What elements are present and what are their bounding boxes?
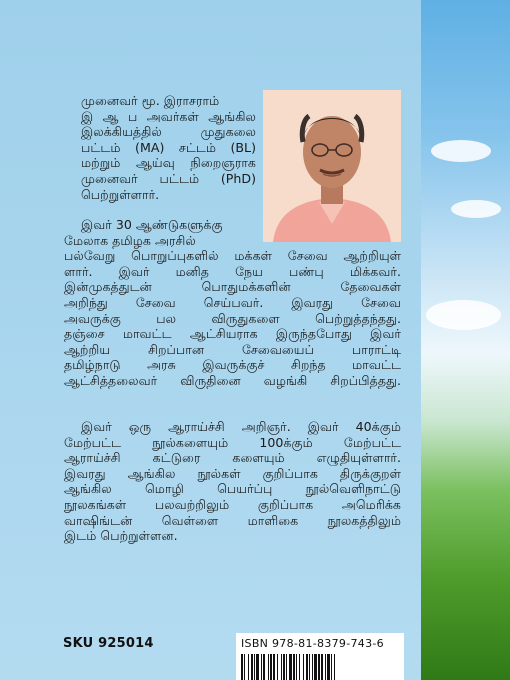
bio-line: இவர் 30 ஆண்டுகளுக்கு: [81, 217, 223, 232]
sku-label: SKU 925014: [63, 636, 154, 651]
bio-line: ஆட்சித்தலைவர் விருதினை வழங்கி சிறப்பித்தது.: [64, 372, 401, 388]
bio-line: அவருக்கு பல விருதுகளை பெற்றுத்தந்தது.: [64, 310, 401, 326]
bio-paragraph-3: [64, 419, 401, 544]
bio-line: இ ஆ ப அவர்கள் ஆங்கில: [81, 108, 256, 124]
bio-line: வாஷிங்டன் வெள்ளை மாளிகை நூலகத்திலும்: [64, 512, 401, 528]
bio-line: அறிந்து சேவை செய்பவர். இவரது சேவை: [64, 294, 401, 310]
bio-line: இவர் ஒரு ஆராய்ச்சி அறிஞர். இவர் 40க்கும்: [81, 419, 401, 434]
bio-line: ளார். இவர் மனித நேய பண்பு மிக்கவர்.: [64, 263, 401, 279]
isbn-label: ISBN 978-81-8379-743-6: [241, 637, 384, 650]
barcode: [236, 633, 404, 680]
bio-line: பெற்றுள்ளார்.: [81, 186, 160, 202]
bio-line: பல்வேறு பொறுப்புகளில் மக்கள் சேவை ஆற்றியுள்: [64, 248, 401, 264]
bio-line: ஆற்றிய சிறப்பான சேவையைப் பாராட்டி: [64, 341, 401, 357]
cloud: [431, 140, 491, 162]
bio-line: மேற்பட்ட நூல்களையும் 100க்கும் மேற்பட்ட: [64, 434, 401, 450]
bio-line: மற்றும் ஆய்வு நிறைஞராக: [81, 155, 256, 171]
bio-line: முனைவர் பட்டம் (PhD): [81, 170, 256, 186]
bio-line: இவரது ஆங்கில நூல்கள் குறிப்பாக திருக்குறள்: [64, 465, 401, 481]
bio-line: பட்டம் (MA) சட்டம் (BL): [81, 139, 256, 155]
bio-line: இடம் பெற்றுள்ளன.: [64, 528, 178, 544]
bio-line: ஆராய்ச்சி கட்டுரை களையும் எழுதியுள்ளார்.: [64, 450, 401, 466]
cloud: [451, 200, 501, 218]
bio-line: ஆங்கில மொழி பெயர்ப்பு நூல்வெளிநாட்டு: [64, 481, 401, 497]
bio-line: இன்முகத்துடன் பொதுமக்களின் தேவைகள்: [64, 279, 401, 295]
bio-line: முனைவர் மூ. இராசராம்: [81, 93, 220, 108]
bio-paragraph-2: [64, 217, 401, 389]
bio-line: மேலாக தமிழக அரசில்: [64, 232, 196, 248]
sky-grass-strip: [421, 0, 510, 680]
bio-line: தஞ்சை மாவட்ட ஆட்சியராக இருந்தபோது இவர்: [64, 326, 401, 342]
cloud: [426, 300, 501, 330]
bio-line: நூலகங்கள் பலவற்றிலும் குறிப்பாக அமெரிக்க: [64, 496, 401, 512]
bio-paragraph-1: [81, 93, 256, 202]
bio-line: இலக்கியத்தில் முதுகலை: [81, 124, 256, 140]
bio-line: தமிழ்நாடு அரசு இவருக்குச் சிறந்த மாவட்ட: [64, 357, 401, 373]
barcode-bars: [241, 654, 399, 680]
